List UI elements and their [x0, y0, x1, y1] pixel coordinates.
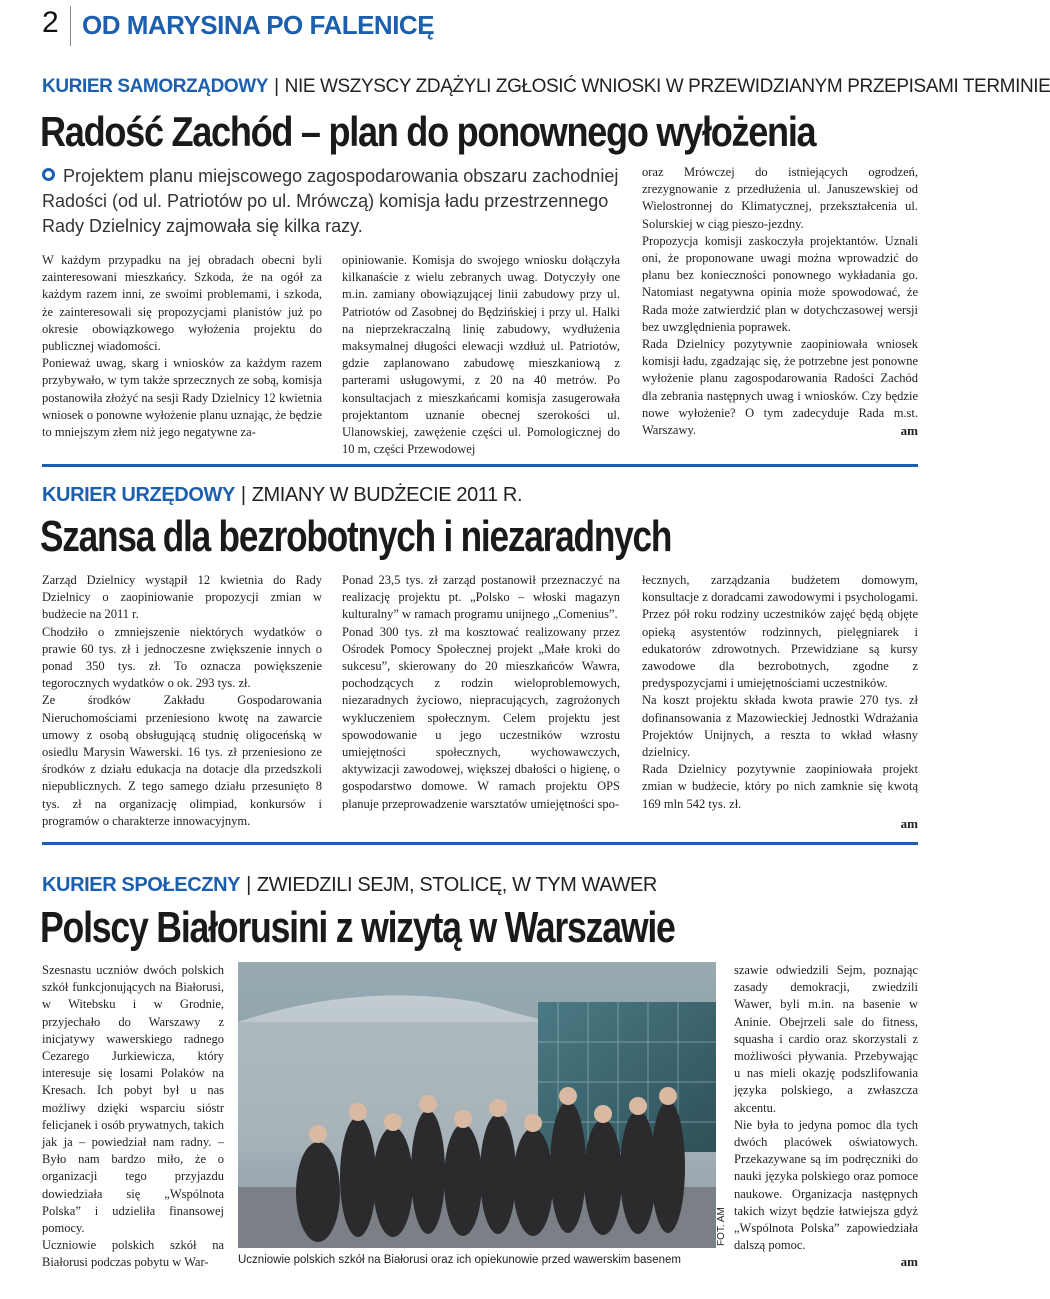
paragraph: oraz Mrówczej do istniejących ogrodzeń, zrezygnowanie z przedłużenia ul. Januszewskiej od Wielostronnej do Klimatycznej, przekształcenia ul. Solurskiej w ciąg pieszo-jezdny. — [642, 165, 918, 231]
article2-headline: Szansa dla bezrobotnych i niezaradnych — [40, 512, 672, 561]
article1-column-3 — [642, 164, 918, 440]
header-divider — [70, 6, 71, 46]
paragraph: Ze środków Zakładu Gospodarowania Nieruchomościami przeniesiono kwotę na zawarcie umowy z osobą obsługującą studnię oligoceńską w osiedlu Marysin Wawerski. 16 tys. zł przeniesiono ze środków z działu edukacja na dotacje dla przedszkoli niepublicznych. Z tego samego działu przesunięto 8 tys. zł na organizację olimpiad, konkursów i programów o charakterze innowacyjnym. — [42, 693, 322, 828]
article1-headline: Radość Zachód – plan do ponownego wyłożenia — [40, 108, 816, 155]
paragraph: opiniowanie. Komisja do swojego wniosku dołączyła kilkanaście z wielu zebranych uwag. Dotyczyły one m.in. zamiany obowiązującej linii zabudowy przy ul. Patriotów od Zasobnej do Będzińskiej i przy ul. Halki na nieprzekraczalną linię zabudowy, wydłużenia maksymalnej długości elewacji wzdłuż ul. Patriotów, gdzie zaplanowano zabudowę mieszkaniową z parterami usługowymi, z 20 na 40 metrów. Po konsultacjach z mieszkańcami komisja zasugerowała projektantom uznanie obecnej szerokości ul. Ulanowskiej, zawężenie części ul. Pomologicznej do 10 m, części Przewodowej — [342, 253, 620, 457]
paragraph: Na koszt projektu składa kwota prawie 270 tys. zł dofinansowania z Mazowieckiej Jednostki Wdrażania Projektów Unijnych, a reszta to wkład własny dzielnicy. — [642, 693, 918, 760]
paragraph: Chodziło o zmniejszenie niektórych wydatków o prawie 60 tys. zł i jednoczesne zwiększenie innych o ponad 350 tys. zł. To oznacza powiększenie tegorocznych wydatków o ok. 293 tys. zł. — [42, 624, 322, 691]
article-divider — [42, 842, 918, 845]
bullet-icon — [42, 168, 55, 181]
paragraph: Szesnastu uczniów dwóch polskich szkół funkcjonujących na Białorusi, w Witebsku i w Grodnie, przyjechało do Warszawy z inicjatywy wawerskiego radnego Cezarego Jurkiewicza, który interesuje się losami Polaków na Kresach. Ich pobyt był u nas możliwy dzięki wsparciu sióstr felicjanek i osób prywatnych, takich jak ja – powiedział nam radny. – Było nam bardzo miło, że o organizacji tego przyjazdu dowiedziała się „Wspólnota Polska” i udzieliła finansowej pomocy. — [42, 963, 224, 1236]
photo-caption: Uczniowie polskich szkół na Białorusi oraz ich opiekunowie przed wawerskim basenem — [238, 1254, 681, 1266]
article1-lead: Projektem planu miejscowego zagospodarowania obszaru zachodniej Radości (od ul. Patriotów po ul. Mrówczą) komisja ładu przestrzennego Rady Dzielnicy zajmowała się kilka razy. — [42, 166, 619, 236]
article1-brand: KURIER SAMORZĄDOWY — [42, 76, 269, 97]
article3-column-3 — [734, 962, 918, 1272]
article2-column-3 — [642, 572, 918, 833]
group-photo — [238, 962, 716, 1248]
paragraph: Nie była to jedyna pomoc dla tych dwóch placówek oświatowych. Przekazywane są im podręczniki do nauki języka polskiego oraz pomoce naukowe. Organizacja następnych takich wizyt będzie łatwiejsza gdyż „Wspólnota Polska” zapowiedziała dalszą pomoc. — [734, 1117, 918, 1253]
paragraph: Ponad 23,5 tys. zł zarząd postanowił przeznaczyć na realizację projektu pt. „Polsko – włoski magazyn kulturalny” w ramach programu unijnego „Comenius”. — [342, 573, 620, 622]
article-divider — [42, 464, 918, 467]
paragraph: Propozycja komisji zaskoczyła projektantów. Uznali oni, że proponowane uwagi można wprowadzić do planu bez konieczności ponownego wykładania go. Natomiast negatywna opinia może spowodować, że Rada może zatwierdzić plan w dotychczasowej wersji bez uwzględnienia poprawek. — [642, 233, 918, 334]
group-photo-illustration — [238, 962, 716, 1248]
paragraph: Zarząd Dzielnicy wystąpił 12 kwietnia do Rady Dzielnicy o zaopiniowanie propozycji zmian w budżecie na 2011 r. — [42, 573, 322, 622]
article3-headline: Polscy Białorusini z wizytą w Warszawie — [40, 903, 675, 952]
paragraph: Rada Dzielnicy pozytywnie zaopiniowała wniosek komisji ładu, zgadzając się, że potrzebne jest ponowne wyłożenie planu zagospodarowania Radości Zachód dla zebrania następnych uwag i wniosków. Czy będzie nowe wyłożenie? O tym zadecyduje Rada m.st. Warszawy. — [642, 337, 918, 438]
photo-credit: FOT. AM — [716, 1207, 727, 1246]
article3-kicker-text: ZWIEDZILI SEJM, STOLICĘ, W TYM WAWER — [256, 874, 657, 896]
article1-kicker-text: NIE WSZYSCY ZDĄŻYLI ZGŁOSIĆ WNIOSKI W PRZEWIDZIANYM PRZEPISAMI TERMINIE — [284, 76, 1050, 97]
article2-signature: am — [900, 815, 918, 831]
article2-kicker-text: ZMIANY W BUDŻECIE 2011 R. — [251, 484, 523, 506]
paragraph: łecznych, zarządzania budżetem domowym, konsultacje z doradcami zawodowymi i psychologami. Przez pół roku rodziny uczestników zajęć będą objęte opieką asystentów rodzinnych, pielęgniarek i edukatorów zdrowotnych. Przewidziane są kursy zawodowe dla bezrobotnych, zgodne z predyspozycjami i umiejętnościami uczestników. — [642, 573, 918, 691]
paragraph: szawie odwiedzili Sejm, poznając zasady demokracji, zwiedzili Wawer, byli m.in. na basenie w Aninie. Obejrzeli sale do fitness, squasha i cardio oraz skorzystali z możliwości pływania. Przebywając u nas mieli okazję podszlifowania języka polskiego, a zwłaszcza akcentu. — [734, 963, 918, 1115]
article2-column-1 — [42, 572, 322, 830]
article1-column-2 — [342, 252, 620, 458]
article2-brand: KURIER URZĘDOWY — [42, 484, 235, 506]
article1-kicker: KURIER SAMORZĄDOWY | NIE WSZYSCY ZDĄŻYLI ZGŁOSIĆ WNIOSKI W PRZEWIDZIANYM PRZEPISAMI TERMINIE — [42, 76, 1050, 97]
paragraph: Rada Dzielnicy pozytywnie zaopiniowała projekt zmian w budżecie, który po nich zamknie się kwotą 169 mln 542 tys. zł. — [642, 762, 918, 811]
article2-column-2 — [342, 572, 620, 813]
article3-kicker: KURIER SPOŁECZNY | ZWIEDZILI SEJM, STOLICĘ, W TYM WAWER — [42, 874, 657, 896]
paragraph: Uczniowie polskich szkół na Białorusi podczas pobytu w War- — [42, 1238, 224, 1270]
article3-column-1 — [42, 962, 224, 1272]
paragraph: Ponad 300 tys. zł ma kosztować realizowany przez Ośrodek Pomocy Społecznej projekt „Małe kroki do sukcesu”, skierowany do 20 mieszkańców Wawra, pochodzących z rodzin wieloproblemowych, niezaradnych życiowo, niepracujących, zagrożonych wykluczeniem społecznym. Celem projektu jest spowodowanie u jego uczestników wzrostu umiejętności społecznych, wychowawczych, aktywizacji zawodowej, większej dbałości o higienę, o gospodarstwo domowe. W ramach projektu OPS planuje przeprowadzenie warsztatów umiejętności spo- — [342, 624, 620, 811]
article1-signature: am — [900, 423, 918, 439]
section-title: OD MARYSINA PO FALENICĘ — [82, 10, 435, 40]
article2-kicker: KURIER URZĘDOWY | ZMIANY W BUDŻECIE 2011 R. — [42, 484, 523, 506]
article1-column-1 — [42, 252, 322, 441]
page-number: 2 — [42, 6, 59, 39]
paragraph: Ponieważ uwag, skarg i wniosków za każdym razem przybywało, w tym także sprzecznych ze sobą, komisja postanowiła złożyć na sesji Rady Dzielnicy 12 kwietnia wniosek o ponowne wyłożenie planu uznając, że będzie to mniejszym złem niż jego negatywne za- — [42, 356, 322, 440]
paragraph: W każdym przypadku na jej obradach obecni byli zainteresowani mieszkańcy. Szkoda, że na ogół za każdym razem inni, ze swoimi problemami, i szkoda, że zainteresowali się propozycjami planistów już po okresie obowiązkowego wyłożenia projektu do publicznej wiadomości. — [42, 253, 322, 354]
article3-brand: KURIER SPOŁECZNY — [42, 874, 241, 896]
article3-signature: am — [900, 1254, 918, 1270]
